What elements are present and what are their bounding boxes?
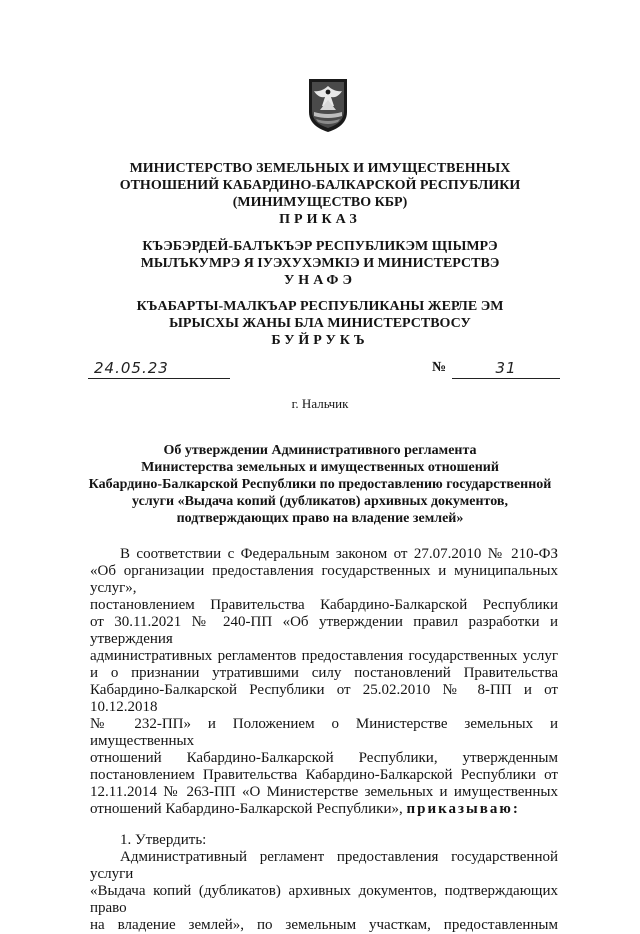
preamble-last: отношений Кабардино-Балкарской Республики», <box>90 801 403 817</box>
preamble-line-11: 12.11.2014 № 263-ПП «О Министерстве земельных и имущественных <box>90 784 558 800</box>
city: г. Нальчик <box>291 396 349 411</box>
title-line-4: услуги «Выдача копий (дубликатов) архивных документов, <box>132 494 508 509</box>
order-number-field <box>452 360 560 379</box>
ministry-ru-line-2: ОТНОШЕНИЙ КАБАРДИНО-БАЛКАРСКОЙ РЕСПУБЛИКИ <box>119 178 521 193</box>
ministry-krc-line-2: ЫРЫСХЫ ЖАНЫ БЛА МИНИСТЕРСТВОСУ <box>169 316 471 331</box>
order-date: 24.05.23 <box>94 359 169 377</box>
ministry-krc-line-1: КЪАБАРТЫ-МАЛКЪАР РЕСПУБЛИКАНЫ ЖЕРЛЕ ЭМ <box>136 299 504 314</box>
order-word-karachay: БУЙРУКЪ <box>271 333 369 348</box>
ministry-name-russian <box>60 160 580 228</box>
preamble-line-7: Кабардино-Балкарской Республики от 25.02.2010 № 8-ПП и от 10.12.2018 <box>90 682 558 715</box>
item-1-line-2: «Выдача копий (дубликатов) архивных документов, подтверждающих право <box>90 883 558 916</box>
preamble-line-3: постановлением Правительства Кабардино-Балкарской Республики <box>90 597 558 613</box>
coat-of-arms-icon <box>306 76 350 134</box>
document-body <box>90 546 558 934</box>
preamble-line-2: «Об организации предоставления государственных и муниципальных услуг», <box>90 563 558 596</box>
title-line-3: Кабардино-Балкарской Республики по предоставлению государственной <box>88 477 552 492</box>
order-number: 31 <box>495 359 517 377</box>
preamble-line-1: В соответствии с Федеральным законом от 27.07.2010 № 210-ФЗ <box>120 546 558 562</box>
ministry-kab-line-1: КЪЭБЭРДЕЙ-БАЛЪКЪЭР РЕСПУБЛИКЭМ ЩIЫМРЭ <box>142 239 498 254</box>
ministry-name-karachay <box>60 298 580 349</box>
item-1-line-3: на владение землей», по земельным участкам, предоставленным <box>90 917 558 933</box>
ministry-name-kabardian <box>60 238 580 289</box>
order-number-label: № <box>432 360 447 375</box>
ministry-ru-line-3: (МИНИМУЩЕСТВО КБР) <box>232 195 408 210</box>
title-line-5: подтверждающих право на владение землей» <box>176 511 464 526</box>
title-line-2: Министерства земельных и имущественных отношений <box>141 460 499 475</box>
title-line-1: Об утверждении Административного регламента <box>163 443 477 458</box>
order-date-field <box>88 360 230 379</box>
preamble-line-5: административных регламентов предоставления государственных услуг <box>90 648 558 664</box>
preamble-line-4: от 30.11.2021 № 240-ПП «Об утверждении правил разработки и утверждения <box>90 614 558 647</box>
item-1-line-1: Административный регламент предоставления государственной услуги <box>90 849 558 882</box>
preamble-line-9: отношений Кабардино-Балкарской Республики, утвержденным <box>90 750 558 766</box>
preamble-line-8: № 232-ПП» и Положением о Министерстве земельных и имущественных <box>90 716 558 749</box>
document-title <box>80 442 560 527</box>
order-word-russian: ПРИКАЗ <box>279 212 361 227</box>
order-word-kabardian: УНАФЭ <box>284 273 356 288</box>
ministry-ru-line-1: МИНИСТЕРСТВО ЗЕМЕЛЬНЫХ И ИМУЩЕСТВЕННЫХ <box>129 161 511 176</box>
order-word-instruction: приказываю: <box>406 801 520 817</box>
preamble-line-12 <box>90 801 558 818</box>
item-1-title: 1. Утвердить: <box>120 832 207 848</box>
ministry-kab-line-2: МЫЛЪКУМРЭ Я IУЭХУХЭМКIЭ И МИНИСТЕРСТВЭ <box>140 256 500 271</box>
preamble-line-10: постановлением Правительства Кабардино-Балкарской Республики от <box>90 767 558 783</box>
preamble-line-6: и о признании утратившими силу постановлений Правительства <box>90 665 558 681</box>
